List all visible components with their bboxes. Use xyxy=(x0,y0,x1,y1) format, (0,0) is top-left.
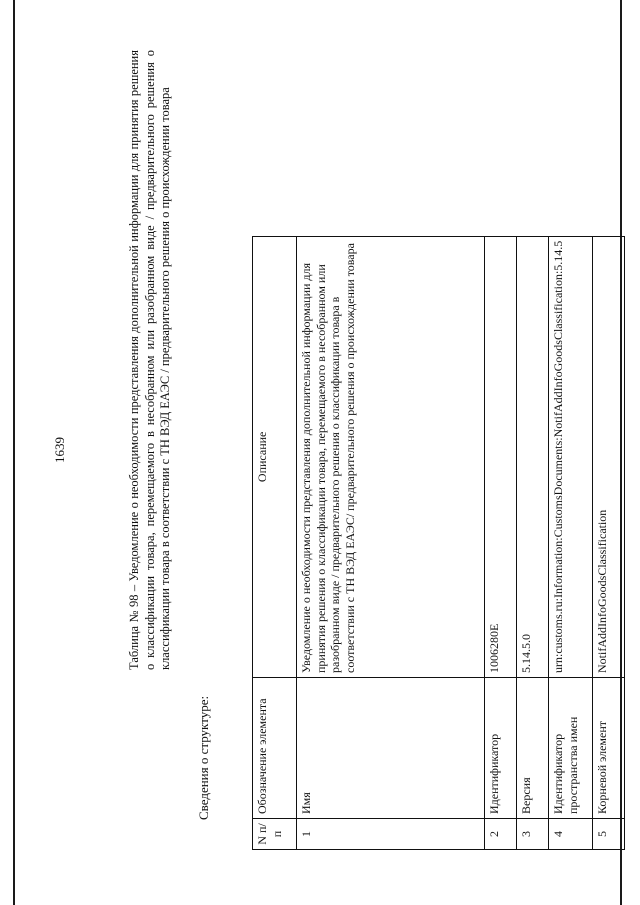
cell-desc: NotifAddInfoGoodsClassification xyxy=(593,236,625,677)
cell-desc: 5.14.5.0 xyxy=(517,236,549,677)
header-num: N п/п xyxy=(253,819,297,850)
cell-num: 5 xyxy=(593,819,625,850)
cell-name: Идентификатор xyxy=(485,678,517,819)
cell-num: 4 xyxy=(549,819,593,850)
cell-name: Имя xyxy=(297,678,485,819)
table-row xyxy=(593,236,625,849)
cell-name: Корневой элемент xyxy=(593,678,625,819)
structure-intro: Сведения о структуре: xyxy=(196,695,211,820)
cell-num: 3 xyxy=(517,819,549,850)
cell-num: 1 xyxy=(297,819,485,850)
cell-desc: Уведомление о необходимости представления дополнительной информации для принятия решения о классификации товара, перемещаемого в несобранном или разобранном виде / предварительного решения о классификации товара в соответствии с ТН ВЭД ЕАЭС/ предварительного решения о происхождении товара xyxy=(297,236,485,677)
page-number: 1639 xyxy=(52,437,67,463)
cell-num: 2 xyxy=(485,819,517,850)
table-heading: Таблица № 98 – Уведомление о необходимости представления дополнительной информации для принятия решения о классификации товара, перемещаемого в несобранном или разобранном виде / предварительного решения о классификации товара в соответствии с ТН ВЭД ЕАЭС / предварительного решения о происхождении товара xyxy=(127,50,172,670)
header-desc: Описание xyxy=(253,236,297,677)
cell-desc: urn:customs.ru:Information:CustomsDocuments:NotifAddInfoGoodsClassification:5.14.5 xyxy=(549,236,593,677)
header-name: Обозначение элемента xyxy=(253,678,297,819)
structure-table xyxy=(252,236,625,850)
cell-desc: 1006280E xyxy=(485,236,517,677)
table-row xyxy=(485,236,517,849)
cell-name: Версия xyxy=(517,678,549,819)
table-row xyxy=(517,236,549,849)
cell-name: Идентификатор пространства имен xyxy=(549,678,593,819)
table-row xyxy=(297,236,485,849)
table-row xyxy=(549,236,593,849)
table-header-row xyxy=(253,236,297,849)
